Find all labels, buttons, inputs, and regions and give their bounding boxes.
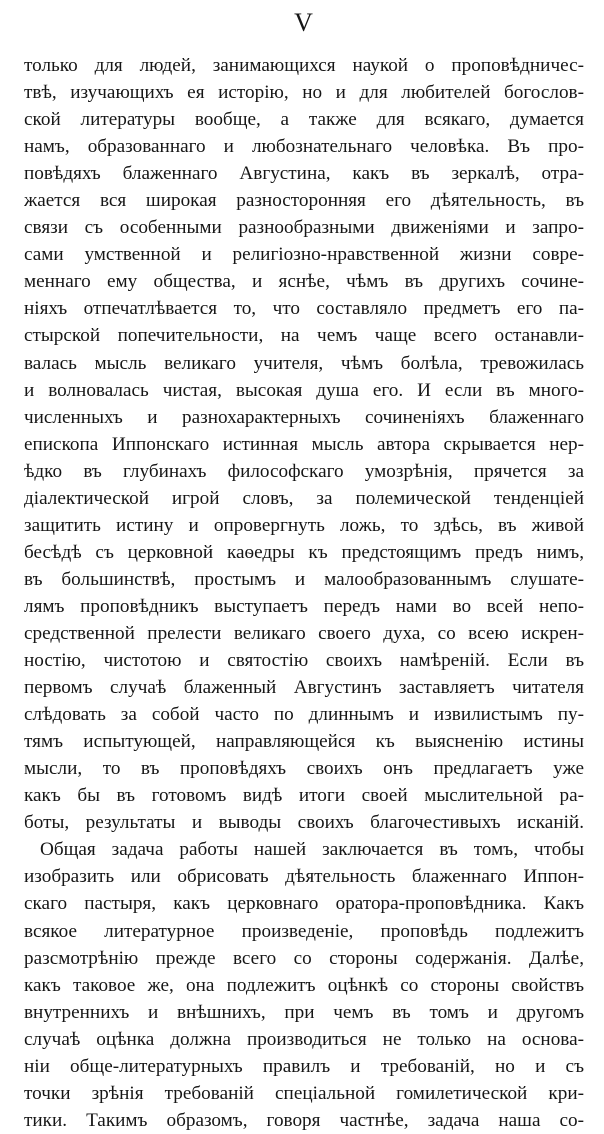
text-line: какъ таковое же, она подлежитъ оцѣнкѣ со стороны свойствъ bbox=[24, 974, 584, 996]
text-line: всякое литературное произведеніе, проповѣдь подлежитъ bbox=[24, 920, 584, 942]
text-line: Общая задача работы нашей заключается въ томъ, чтобы bbox=[40, 839, 584, 861]
text-line: епископа Иппонскаго истинная мысль автора скрывается нер- bbox=[24, 433, 584, 455]
text-line: первомъ случаѣ блаженный Августинъ заставляетъ читателя bbox=[24, 677, 584, 699]
text-line: въ большинствѣ, простымъ и малообразованнымъ слушате- bbox=[24, 568, 584, 590]
text-line: средственной прелести великаго своего духа, со всею искрен- bbox=[24, 622, 584, 644]
text-line: сами умственной и религіозно-нравственной жизни совре- bbox=[24, 244, 584, 266]
text-line: тики. Такимъ образомъ, говоря частнѣе, задача наша со- bbox=[24, 1109, 584, 1131]
text-line: только для людей, занимающихся наукой о проповѣдничес- bbox=[24, 55, 584, 76]
text-line: разсмотрѣнію прежде всего со стороны содержанія. Далѣе, bbox=[24, 947, 584, 969]
text-line: внутреннихъ и внѣшнихъ, при чемъ въ томъ и другомъ bbox=[24, 1001, 584, 1023]
text-line: ніяхъ отпечатлѣвается то, что составляло предметъ его па- bbox=[24, 298, 584, 320]
document-page bbox=[24, 8, 584, 1131]
text-line: мысли, то въ проповѣдяхъ своихъ онъ предлагаетъ уже bbox=[24, 758, 584, 780]
text-line: тямъ испытующей, направляющейся къ выясненію истины bbox=[24, 731, 584, 753]
text-line: какъ бы въ готовомъ видѣ итоги своей мыслительной ра- bbox=[24, 785, 584, 807]
text-line: стырской попечительности, на чемъ чаще всего останавли- bbox=[24, 325, 584, 347]
text-line: и волновалась чистая, высокая душа его. И если въ много- bbox=[24, 379, 584, 401]
text-line: случаѣ оцѣнка должна производиться не только на основа- bbox=[24, 1028, 584, 1050]
text-line: намъ, образованнаго и любознательнаго человѣка. Въ про- bbox=[24, 136, 584, 158]
text-line: защитить истину и опровергнуть ложь, то здѣсь, въ живой bbox=[24, 514, 584, 536]
text-line: діалектической игрой словъ, за полемической тенденціей bbox=[24, 487, 584, 509]
text-line: точки зрѣнія требованій спеціальной гомилетической кри- bbox=[24, 1082, 584, 1104]
text-line: лямъ проповѣдникъ выступаетъ передъ нами во всей непо- bbox=[24, 595, 584, 617]
text-line: ской литературы вообще, а также для всякаго, думается bbox=[24, 109, 584, 131]
page-number: V bbox=[294, 8, 314, 37]
text-line: слѣдовать за собой часто по длиннымъ и извилистымъ пу- bbox=[24, 704, 584, 726]
paragraph bbox=[24, 836, 584, 1134]
text-line: валась мысль великаго учителя, чѣмъ болѣла, тревожилась bbox=[24, 352, 584, 374]
paragraph bbox=[24, 52, 584, 836]
text-line: жается вся широкая разносторонняя его дѣятельность, въ bbox=[24, 190, 584, 212]
text-line: повѣдяхъ блаженнаго Августина, какъ въ зеркалѣ, отра- bbox=[24, 163, 584, 185]
text-line: связи съ особенными разнообразными движеніями и запро- bbox=[24, 217, 584, 239]
text-line: меннаго ему общества, и яснѣе, чѣмъ въ другихъ сочине- bbox=[24, 271, 584, 293]
text-line: бесѣдѣ съ церковной каѳедры къ предстоящимъ предъ нимъ, bbox=[24, 541, 584, 563]
text-line: боты, результаты и выводы своихъ благочестивыхъ исканій. bbox=[24, 812, 584, 834]
text-line: ностію, чистотою и святостію своихъ намѣреній. Если въ bbox=[24, 650, 584, 672]
text-line: численныхъ и разнохарактерныхъ сочиненіяхъ блаженнаго bbox=[24, 406, 584, 428]
body-text bbox=[24, 52, 584, 1134]
text-line: твѣ, изучающихъ ея исторію, но и для любителей богослов- bbox=[24, 82, 584, 104]
text-line: скаго пастыря, какъ церковнаго оратора-проповѣдника. Какъ bbox=[24, 893, 584, 915]
text-line: изобразить или обрисовать дѣятельность блаженнаго Иппон- bbox=[24, 866, 584, 888]
text-line: ѣдко въ глубинахъ философскаго умозрѣнія, прячется за bbox=[24, 460, 584, 482]
text-line: ніи обще-литературныхъ правилъ и требованій, но и съ bbox=[24, 1055, 584, 1077]
